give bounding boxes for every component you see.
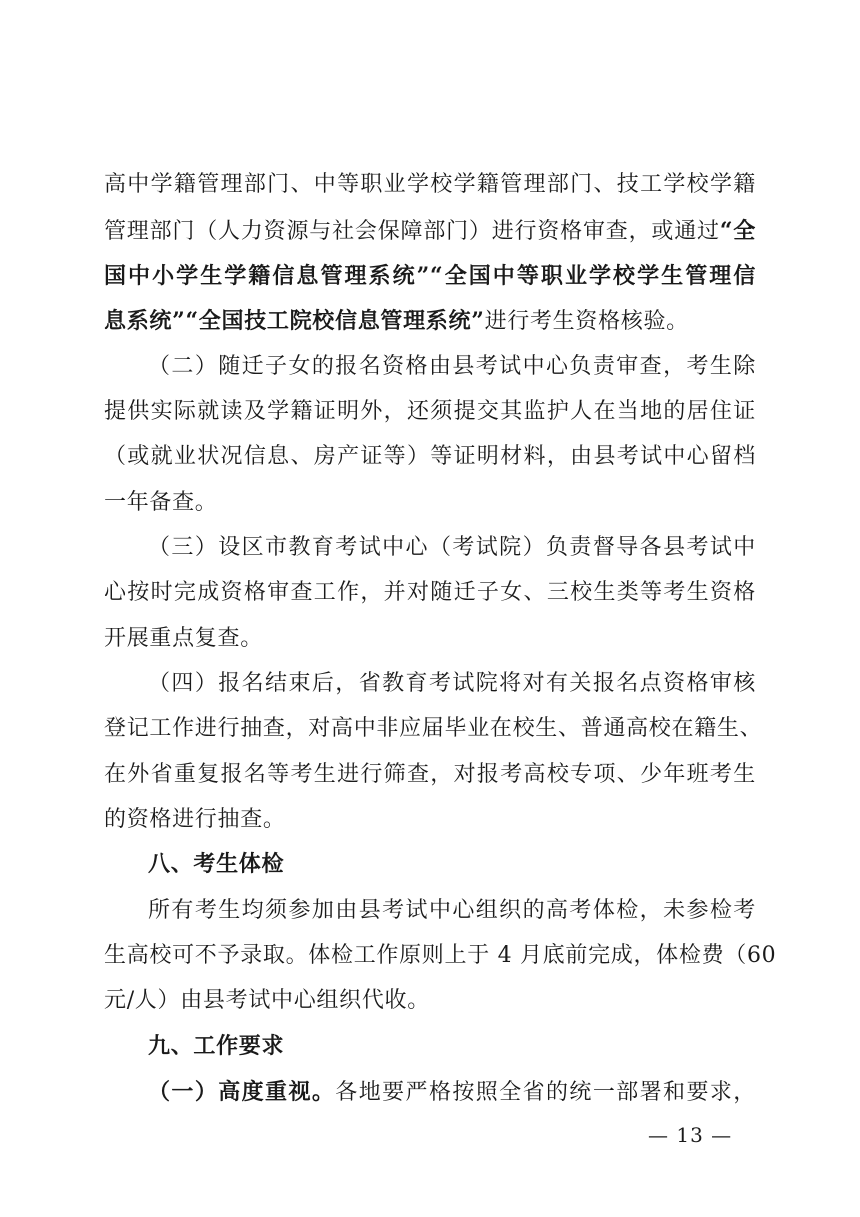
text-segment: 在外省重复报名等考生进行筛查，对报考高校专项、少年班考生	[104, 762, 756, 787]
body-line	[148, 664, 756, 704]
text-segment: 登记工作进行抽查，对高中非应届毕业在校生、普通高校在籍生、	[104, 716, 763, 741]
body-line	[104, 211, 756, 251]
section-heading-text: 九、工作要求	[148, 1034, 285, 1059]
text-segment: 各地要严格按照全省的统一部署和要求，	[335, 1080, 756, 1105]
section-heading	[148, 845, 756, 885]
text-segment: （二）随迁子女的报名资格由县考试中心负责审查，考生除	[148, 354, 756, 379]
body-line	[104, 936, 777, 976]
body-line	[104, 800, 756, 840]
body-line	[104, 619, 756, 659]
section-heading	[148, 1027, 756, 1067]
bold-text-segment: “全	[719, 218, 756, 244]
text-segment: 高中学籍管理部门、中等职业学校学籍管理部门、技工学校学籍	[104, 172, 756, 197]
text-segment: 管理部门（人力资源与社会保障部门）进行资格审查，或通过	[104, 219, 720, 244]
text-segment: 开展重点复查。	[104, 626, 263, 651]
text-segment: 进行考生资格核验。	[484, 309, 689, 334]
text-segment: 一年备查。	[104, 490, 218, 515]
body-line	[104, 301, 756, 341]
text-segment: （三）设区市教育考试中心（考试院）负责督导各县考试中	[148, 535, 756, 560]
text-segment: 提供实际就读及学籍证明外，还须提交其监护人在当地的居住证	[104, 399, 756, 424]
body-line	[104, 256, 756, 296]
bold-text-segment: 息系统”“全国技工院校信息管理系统”	[104, 308, 485, 334]
body-line	[148, 1072, 756, 1112]
page-number: — 13 —	[648, 1123, 733, 1147]
text-segment: 所有考生均须参加由县考试中心组织的高考体检，未参检考	[148, 898, 756, 923]
body-line	[148, 891, 756, 931]
bold-text-segment: 国中小学生学籍信息管理系统”“全国中等职业学校学生管理信	[104, 263, 756, 289]
text-segment: 元/人）由县考试中心组织代收。	[104, 988, 430, 1013]
text-segment: 心按时完成资格审查工作，并对随迁子女、三校生类等考生资格	[104, 580, 756, 605]
body-line	[104, 437, 756, 477]
body-line	[104, 981, 756, 1021]
text-segment: 生高校可不予录取。体检工作原则上于 4 月底前完成，体检费（60	[104, 943, 777, 968]
body-line	[104, 755, 756, 795]
body-line	[148, 528, 756, 568]
body-line	[104, 483, 756, 523]
body-line	[104, 392, 756, 432]
text-segment: （四）报名结束后，省教育考试院将对有关报名点资格审核	[148, 671, 756, 696]
body-line	[104, 709, 763, 749]
text-segment: （或就业状况信息、房产证等）等证明材料，由县考试中心留档	[104, 444, 756, 469]
body-line	[148, 347, 756, 387]
body-line	[104, 165, 756, 205]
text-segment: 的资格进行抽查。	[104, 807, 286, 832]
body-line	[104, 573, 756, 613]
section-heading-text: 八、考生体检	[148, 852, 285, 877]
bold-text-segment: （一）高度重视。	[148, 1079, 336, 1105]
